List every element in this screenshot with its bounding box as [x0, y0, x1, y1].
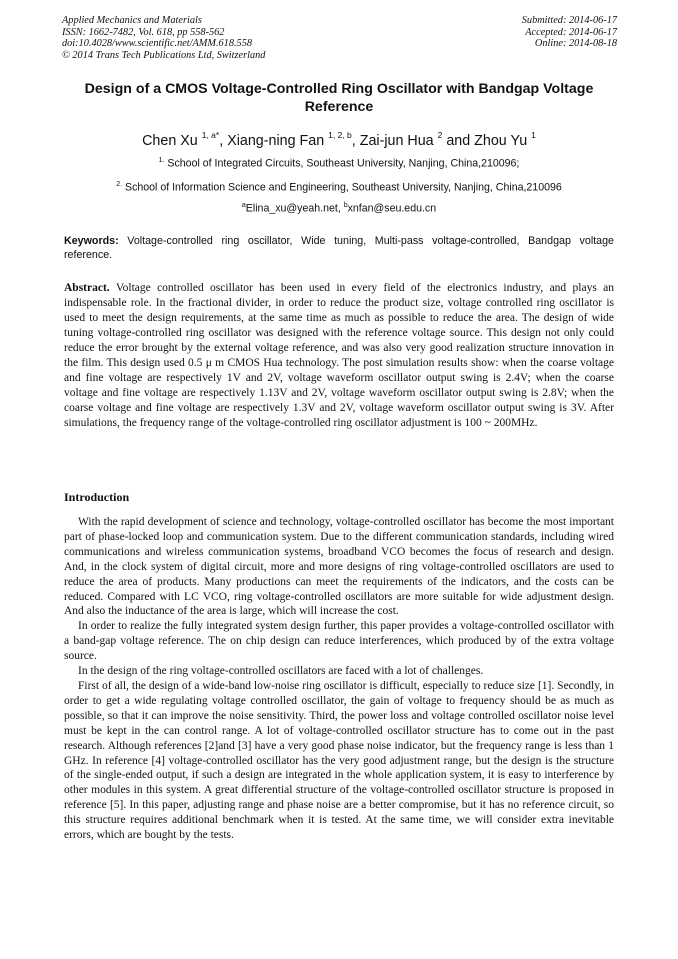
- abstract-label: Abstract.: [64, 282, 110, 294]
- online-date: Online: 2014-08-18: [534, 38, 617, 50]
- issn-line: ISSN: 1662-7482, Vol. 618, pp 558-562: [62, 26, 225, 38]
- paragraph: First of all, the design of a wide-band low-noise ring oscillator is difficult, especially to reduce size [1]. Secondly, in order to get a wide regulating voltage controlled oscillator, the gain of voltage to frequency should be as much as possible, so that it can improve the noise sensitivity. Third, the power loss and voltage controlled oscillator noise level must be kept in the can control range. A lot of voltage-controlled oscillator structure has to come out in the past research. Although references [2]and [3] have a very good phase noise indicator, but the frequency range is less than 1 GHz. In reference [4] voltage-controlled oscillator has the very good adjustment range, but the design is the structure of the single-ended output, if such a design are integrated in the whole application system, it is easy to interference by other modules in this system. A great differential structure of the voltage-controlled oscillator structure is proposed in reference [5]. In this paper, adjusting range and phase noise are a better compromise, but it has no reference circuit, so this structure requires additional benchmark when it is tested. At the same time, we will consider extra inevitable errors, which are bought by the tests.: [64, 679, 614, 842]
- affiliation-mark: 1.: [158, 157, 165, 164]
- email-address: Elina_xu@yeah.net,: [245, 202, 344, 215]
- author-name: Zhou Yu: [474, 132, 528, 149]
- affiliation-text: School of Integrated Circuits, Southeast University, Nanjing, China,210096;: [167, 157, 520, 170]
- keywords-label: Keywords:: [64, 235, 119, 247]
- author-affiliation-mark: 1, a*: [201, 130, 220, 140]
- doi-line: doi:10.4028/www.scientific.net/AMM.618.558: [62, 38, 252, 50]
- author-affiliation-mark: 1, 2, b: [328, 130, 352, 140]
- journal-name: Applied Mechanics and Materials: [62, 15, 202, 26]
- affiliation-text: School of Information Science and Engineering, Southeast University, Nanjing, China,210096: [125, 181, 562, 194]
- author-name: Xiang-ning Fan: [227, 132, 325, 149]
- affiliation-2: [30, 178, 648, 195]
- paragraph: In the design of the ring voltage-controlled oscillators are faced with a lot of challenges.: [78, 665, 484, 678]
- paragraph: With the rapid development of science and technology, voltage-controlled oscillator has become the most important part of phase-locked loop and communication system. Due to the different communication standards, including wired communications and wireless communication systems, broadband VCO becomes the focus of research and design. And, in the clock system of digital circuit, more and more designs of ring voltage-controlled oscillators are used to reduce the area of products. Many productions can meet the requirements of the indicators, and the costs can be reduced. Compared with LC VCO, ring voltage-controlled oscillators are more suitable for wide adjustment design. And also the inductance of the area is large, which will increase the cost.: [64, 516, 614, 618]
- author-affiliation-mark: 2: [437, 130, 443, 140]
- section-heading: Introduction: [64, 490, 130, 504]
- email-mark: a: [241, 202, 246, 209]
- email-mark: b: [343, 202, 348, 209]
- email-line: [30, 199, 648, 216]
- abstract-text: Voltage controlled oscillator has been used in every field of the electronics industry, and plays an indispensable role. In the fractional divider, in order to reduce the product size, voltage controlled ring oscillator is used to meet the design requirements, at the same time as much as possible to reduce the area. The design of wide tuning voltage-controlled ring oscillator was designed with the reference voltage source. This design not only could reduce the error brought by the external voltage reference, and was also very good realization structure innovation in the film. This design used 0.5 μ m CMOS Hua technology. The post simulation results show: when the coarse voltage and fine voltage are respectively 1V and 2V, voltage waveform oscillator output swing is 2.4V; when the coarse voltage and fine voltage are respectively 1.13V and 2V, voltage waveform oscillator output swing is 2.8V; when the coarse voltage and fine voltage are respectively 1.3V and 2V, voltage waveform oscillator output swing is 3V. After simulations, the frequency range of the voltage-controlled ring oscillator adjustment is 100 ~ 200MHz.: [64, 282, 614, 430]
- journal-info: [62, 15, 265, 61]
- affiliation-mark: 2.: [116, 181, 123, 188]
- paper-title: Design of a CMOS Voltage-Controlled Ring Oscillator with Bandgap Voltage Reference: [84, 81, 594, 115]
- author-conjunction: and: [442, 132, 475, 149]
- introduction-body: [64, 515, 614, 843]
- keywords-block: [64, 234, 614, 262]
- copyright-line: © 2014 Trans Tech Publications Ltd, Switzerland: [62, 49, 266, 61]
- affiliation-1: [30, 154, 648, 171]
- submitted-date: Submitted: 2014-06-17: [521, 15, 617, 26]
- abstract-block: [64, 281, 614, 431]
- author-list: [40, 126, 638, 151]
- author-name: Zai-jun Hua: [359, 132, 434, 149]
- email-address: xnfan@seu.edu.cn: [347, 202, 437, 215]
- keywords-text: Voltage-controlled ring oscillator, Wide tuning, Multi-pass voltage-controlled, Bandgap voltage reference.: [64, 235, 614, 261]
- author-separator: ,: [351, 132, 360, 149]
- publication-dates: [522, 15, 617, 50]
- author-separator: ,: [219, 132, 228, 149]
- accepted-date: Accepted: 2014-06-17: [525, 26, 617, 38]
- author-affiliation-mark: 1: [531, 130, 536, 140]
- author-name: Chen Xu: [142, 132, 198, 149]
- paragraph: In order to realize the fully integrated system design further, this paper provides a voltage-controlled oscillator with a band-gap voltage reference. The on chip design can reduce interferences, which produced by of the extra voltage source.: [64, 620, 614, 663]
